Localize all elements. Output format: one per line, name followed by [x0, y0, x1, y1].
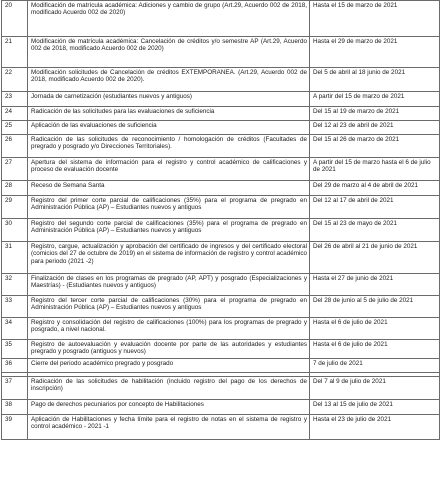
row-activity: Registro y consolidación del registro de calificaciones (100%) para los programas de pregrado y posgrado, a nivel nacional. — [28, 318, 310, 340]
row-date: 7 de julio de 2021 — [310, 359, 440, 373]
row-activity: Registro de autoevaluación y evaluación docente por parte de las autoridades y estudiantes pregrado y posgrado (antiguos y nuevos) — [28, 340, 310, 359]
row-activity: Radicación de las solicitudes para las evaluaciones de suficiencia — [28, 107, 310, 121]
row-number: 28 — [2, 181, 28, 196]
row-activity: Registro del primer corte parcial de calificaciones (35%) para el programa de pregrado en Administración Pública (AP) – Estudiantes nuevos y antiguos — [28, 196, 310, 219]
table-row — [2, 92, 440, 107]
row-number: 20 — [2, 1, 28, 37]
row-date: Hasta el 29 de marzo de 2021 — [310, 37, 440, 68]
table-row — [2, 121, 440, 135]
row-date: Del 13 al 15 de julio de 2021 — [310, 400, 440, 415]
table-row — [2, 196, 440, 219]
row-activity: Modificación solicitudes de Cancelación de créditos EXTEMPORANEA. (Art.29, Acuerdo 002 de 2018, modificado Acuerdo 002 de 2020). — [28, 68, 310, 92]
row-activity: Modificación de matrícula académica: Cancelación de créditos y/o semestre AP (Art.29, Acuerdo 002 de 2018, modificado Acuerdo 002 de 2020) — [28, 37, 310, 68]
table-row — [2, 377, 440, 400]
row-activity: Jornada de carnetización (estudiantes nuevos y antiguos) — [28, 92, 310, 107]
row-date: Del 5 de abril al 18 junio de 2021 — [310, 68, 440, 92]
table-row — [2, 296, 440, 318]
row-number: 23 — [2, 92, 28, 107]
row-number: 33 — [2, 296, 28, 318]
row-number: 26 — [2, 135, 28, 158]
table-row — [2, 1, 440, 37]
academic-calendar-table — [1, 0, 440, 440]
row-number: 25 — [2, 121, 28, 135]
row-number: 32 — [2, 274, 28, 296]
row-date: Hasta el 6 de julio de 2021 — [310, 318, 440, 340]
row-activity: Radicación de las solicitudes de reconocimiento / homologación de créditos (Facultades de pregrado y posgrado y/o Direcciones Territoriales). — [28, 135, 310, 158]
table-row — [2, 219, 440, 242]
row-activity: Registro del segundo corte parcial de calificaciones (35%) para el programa de pregrado en Administración Pública (AP) – Estudiantes nuevos y antiguos — [28, 219, 310, 242]
row-number: 34 — [2, 318, 28, 340]
row-date: A partir del 15 de marzo de 2021 — [310, 92, 440, 107]
row-date: Del 29 de marzo al 4 de abril de 2021 — [310, 181, 440, 196]
row-number: 29 — [2, 196, 28, 219]
row-activity: Registro, cargue, actualización y aprobación del certificado de ingresos y del certificado electoral (comicios del 27 de octubre de 2019) en el sistema de información de registro y control académico para periodo (2021 -2) — [28, 242, 310, 274]
row-activity: Radicación de las solicitudes de habilitación (incluido registro del pago de los derechos de inscripción) — [28, 377, 310, 400]
table-row — [2, 37, 440, 68]
row-date: Hasta el 6 de julio de 2021 — [310, 340, 440, 359]
table-row — [2, 107, 440, 121]
table-row — [2, 318, 440, 340]
academic-calendar-body — [2, 1, 440, 440]
table-row — [2, 340, 440, 359]
table-row — [2, 274, 440, 296]
row-activity: Receso de Semana Santa — [28, 181, 310, 196]
row-date: Del 12 al 17 de abril de 2021 — [310, 196, 440, 219]
table-row — [2, 68, 440, 92]
row-activity: Registro del tercer corte parcial de calificaciones (30%) para el programa de pregrado en Administración Pública (AP) – Estudiantes nuevos y antiguos — [28, 296, 310, 318]
row-number: 31 — [2, 242, 28, 274]
row-number: 35 — [2, 340, 28, 359]
table-row — [2, 359, 440, 373]
row-number: 38 — [2, 400, 28, 415]
row-date: Hasta el 15 de marzo de 2021 — [310, 1, 440, 37]
row-number: 27 — [2, 158, 28, 181]
row-number: 39 — [2, 415, 28, 440]
row-activity: Aplicación de Habilitaciones y fecha límite para el registro de notas en el sistema de registro y control académico - 2021 -1 — [28, 415, 310, 440]
row-date: Del 12 al 23 de abril de 2021 — [310, 121, 440, 135]
row-date: A partir del 15 de marzo hasta el 6 de julio de 2021 — [310, 158, 440, 181]
row-number: 22 — [2, 68, 28, 92]
row-date: Del 15 al 19 de marzo de 2021 — [310, 107, 440, 121]
row-activity: Pago de derechos pecuniarios por concepto de Habilitaciones — [28, 400, 310, 415]
table-row — [2, 158, 440, 181]
row-activity: Finalización de clases en los programas de pregrado (AP, APT) y posgrado (Especializaciones y Maestrías) - (Estudiantes nuevos y antiguos) — [28, 274, 310, 296]
row-activity: Modificación de matrícula académica: Adiciones y cambio de grupo (Art.29, Acuerdo 002 de 2018, modificado Acuerdo 002 de 2020) — [28, 1, 310, 37]
row-activity: Apertura del sistema de información para el registro y control académico de calificaciones y proceso de evaluación docente — [28, 158, 310, 181]
table-row — [2, 415, 440, 440]
row-number: 37 — [2, 377, 28, 400]
row-activity: Aplicación de las evaluaciones de suficiencia — [28, 121, 310, 135]
row-date: Del 28 de junio al 5 de julio de 2021 — [310, 296, 440, 318]
row-date: Hasta el 27 de junio de 2021 — [310, 274, 440, 296]
row-number: 30 — [2, 219, 28, 242]
table-row — [2, 242, 440, 274]
row-date: Del 15 al 26 de marzo de 2021 — [310, 135, 440, 158]
row-date: Del 26 de abril al 21 de junio de 2021 — [310, 242, 440, 274]
row-date: Hasta el 23 de julio de 2021 — [310, 415, 440, 440]
row-activity: Cierre del periodo académico pregrado y posgrado — [28, 359, 310, 373]
row-number: 21 — [2, 37, 28, 68]
row-number: 36 — [2, 359, 28, 373]
table-row — [2, 135, 440, 158]
row-number: 24 — [2, 107, 28, 121]
table-row — [2, 400, 440, 415]
table-row — [2, 181, 440, 196]
row-date: Del 15 al 23 de mayo de 2021 — [310, 219, 440, 242]
row-date: Del 7 al 9 de julio de 2021 — [310, 377, 440, 400]
